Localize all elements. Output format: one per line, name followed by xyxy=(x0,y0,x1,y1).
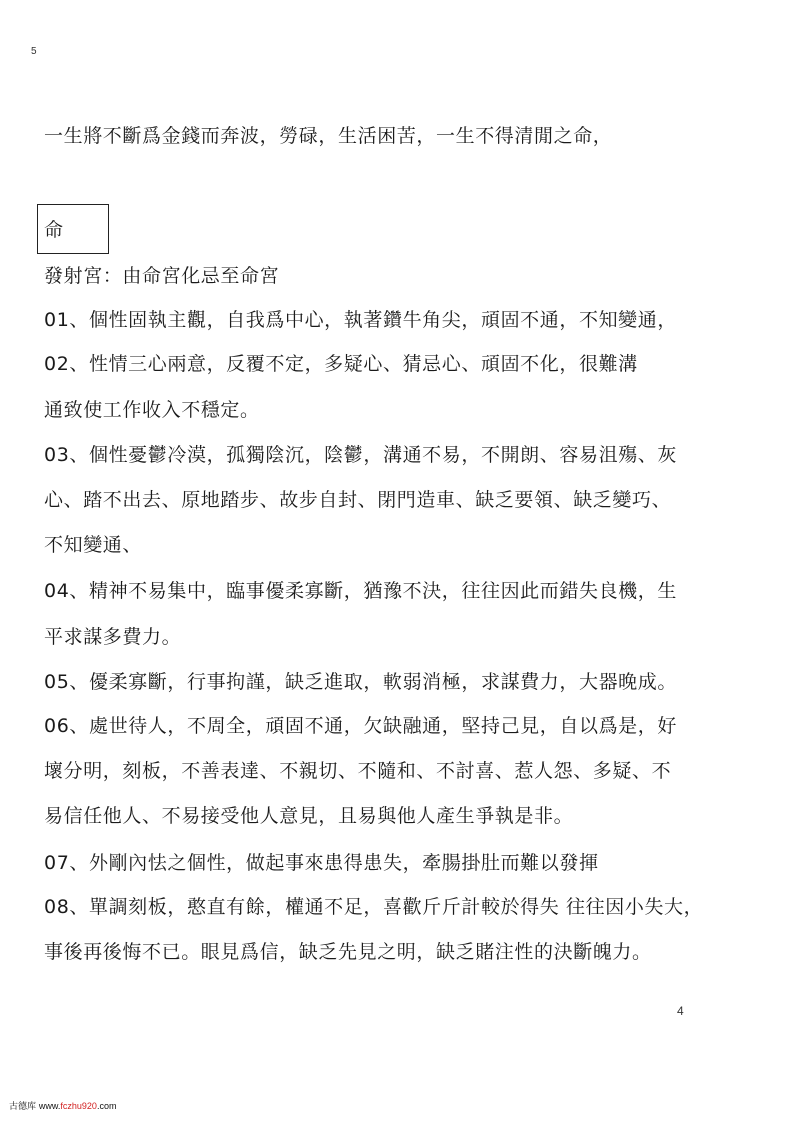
text-line: 04、精神不易集中，臨事優柔寡斷，猶豫不決，往往因此而錯失良機，生 xyxy=(44,580,677,602)
footer-url-domain: fczhu920 xyxy=(60,1101,97,1111)
footer-url-suffix: .com xyxy=(96,1101,117,1111)
text-line: 不知變通、 xyxy=(44,534,143,556)
text-line: 壞分明，刻板，不善表達、不親切、不隨和、不討喜、惹人怨、多疑、不 xyxy=(44,760,672,782)
text-line: 03、個性憂鬱冷漠，孤獨陰沉，陰鬱，溝通不易，不開朗、容易沮殤、灰 xyxy=(44,444,677,466)
text-line: 易信任他人、不易接受他人意見，且易與他人產生爭執是非。 xyxy=(44,805,574,827)
text-line: 事後再後悔不已。眼見爲信，缺乏先見之明，缺乏賭注性的決斷魄力。 xyxy=(44,941,652,963)
footer-url-prefix: www. xyxy=(38,1101,61,1111)
text-line: 01、個性固執主觀，自我爲中心，執著鑽牛角尖，頑固不通，不知變通， xyxy=(44,309,677,331)
text-line: 05、優柔寡斷，行事拘謹，缺乏進取，軟弱消極，求謀費力，大器晚成。 xyxy=(44,671,677,693)
subtitle: 發射宮：由命宮化忌至命宮 xyxy=(44,265,280,287)
footer-brand: 古德库 xyxy=(9,1102,37,1112)
text-line: 06、處世待人，不周全，頑固不通，欠缺融通，堅持己見，自以爲是，好 xyxy=(44,715,677,737)
text-line: 08、單調刻板，憨直有餘，權通不足，喜歡斤斤計較於得失 往往因小失大， xyxy=(44,896,704,918)
text-line: 通致使工作收入不穩定。 xyxy=(44,399,260,421)
text-line: 平求謀多費力。 xyxy=(44,626,182,648)
page-number-bottom: 4 xyxy=(677,1004,684,1018)
text-line: 02、性情三心兩意，反覆不定，多疑心、猜忌心、頑固不化，很難溝 xyxy=(44,353,638,375)
section-label-box xyxy=(37,204,109,254)
section-label: 命 xyxy=(44,219,64,241)
text-line: 07、外剛內怯之個性，做起事來患得患失，牽腸掛肚而難以發揮 xyxy=(44,852,599,874)
text-line: 心、踏不出去、原地踏步、故步自封、閉門造車、缺乏要領、缺乏變巧、 xyxy=(44,489,672,511)
intro-line: 一生將不斷爲金錢而奔波，勞碌，生活困苦，一生不得清閒之命， xyxy=(44,125,613,147)
footer-watermark xyxy=(9,1100,116,1113)
page-number-top: 5 xyxy=(31,46,37,57)
footer-url xyxy=(39,1101,117,1111)
